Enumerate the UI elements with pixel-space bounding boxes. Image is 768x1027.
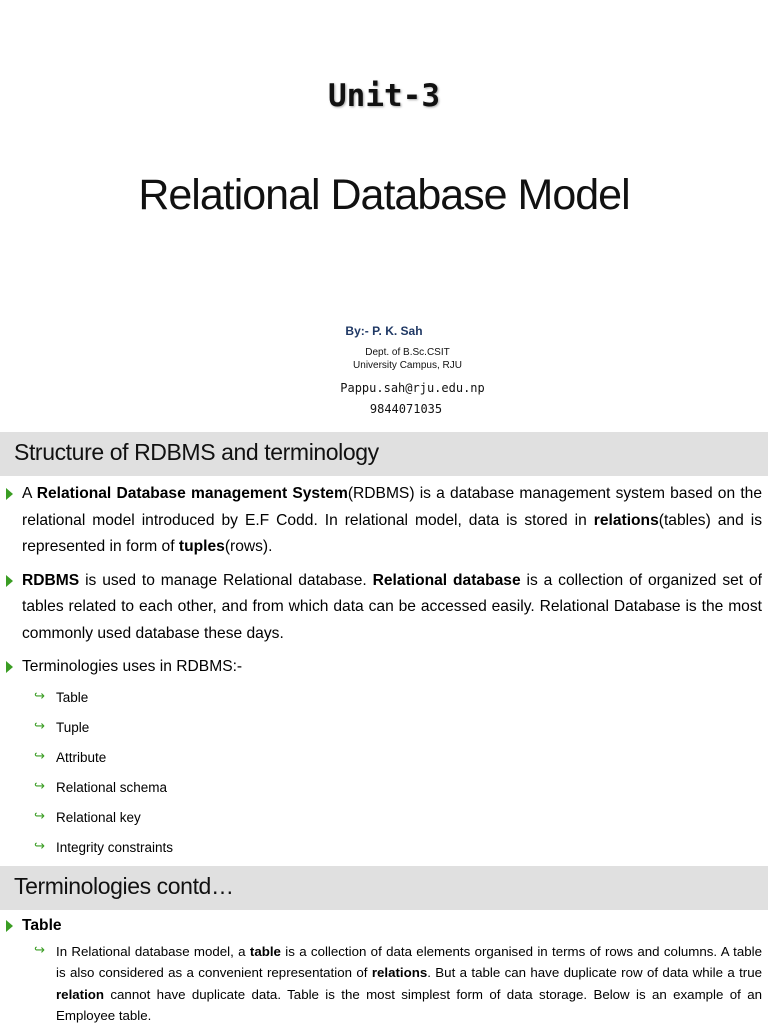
list-item bbox=[0, 713, 768, 743]
slide-header bbox=[0, 866, 768, 910]
triangle-arrow-icon bbox=[6, 575, 13, 587]
hook-arrow-icon: ↪ bbox=[34, 687, 45, 703]
text: is a collection of organized set of tables related to each other, and from which data can be accessed easily. Relational Database is the most commonly used database these days. bbox=[22, 571, 763, 642]
table-description bbox=[0, 941, 768, 1027]
text: cannot have duplicate data. Table is the most simplest form of data storage. Below is an example of an Employee table. bbox=[56, 986, 762, 1023]
page-title: Relational Database Model bbox=[138, 171, 630, 219]
text: In Relational database model, a bbox=[56, 943, 250, 959]
text: is a collection of data elements organised in terms of rows and columns. A table is also considered as a convenient representation of bbox=[56, 943, 762, 980]
hook-arrow-icon: ↪ bbox=[34, 747, 45, 763]
list-item bbox=[0, 743, 768, 773]
term-label: Relational schema bbox=[56, 779, 168, 795]
hook-arrow-icon: ↪ bbox=[34, 837, 45, 853]
hook-arrow-icon: ↪ bbox=[34, 777, 45, 793]
email: Pappu.sah@rju.edu.np bbox=[340, 381, 485, 395]
slide-terminologies-contd bbox=[0, 866, 768, 1024]
list-item bbox=[0, 803, 768, 833]
hook-arrow-icon: ↪ bbox=[34, 717, 45, 733]
list-item bbox=[0, 833, 768, 863]
hook-arrow-icon: ↪ bbox=[34, 941, 45, 957]
slide-structure-rdbms bbox=[0, 432, 768, 866]
bullet-rdbms-definition bbox=[0, 481, 768, 561]
list-item bbox=[0, 683, 768, 713]
term-label: Relational key bbox=[56, 809, 141, 825]
triangle-arrow-icon bbox=[6, 661, 13, 673]
unit-label: Unit-3 bbox=[328, 78, 440, 114]
bold-text: Table bbox=[22, 917, 62, 934]
title-slide bbox=[0, 0, 768, 432]
author-name: By:- P. K. Sah bbox=[345, 324, 423, 338]
bullet-rdbms-usage bbox=[0, 568, 768, 648]
department: Dept. of B.Sc.CSIT bbox=[365, 347, 450, 358]
bold-text: relation bbox=[56, 986, 105, 1002]
text: . But a table can have duplicate row of data while a true bbox=[427, 965, 763, 980]
term-label: Table bbox=[56, 689, 89, 705]
term-label: Integrity constraints bbox=[56, 839, 174, 855]
bullet-list bbox=[0, 481, 768, 863]
bullet-terminologies bbox=[0, 654, 768, 681]
bullet-list bbox=[0, 913, 768, 1027]
text: is used to manage Relational database. bbox=[79, 571, 373, 589]
hook-arrow-icon: ↪ bbox=[34, 807, 45, 823]
phone: 9844071035 bbox=[369, 402, 443, 416]
text: A bbox=[22, 485, 37, 502]
bold-text: Relational database bbox=[372, 571, 521, 589]
slide-header bbox=[0, 432, 768, 476]
slide-heading: Structure of RDBMS and terminology bbox=[14, 439, 379, 465]
bold-text: tuples bbox=[178, 538, 225, 555]
bold-text: table bbox=[249, 943, 281, 959]
bold-text: relations bbox=[371, 965, 428, 980]
text: (tables) and is represented in form of bbox=[22, 511, 762, 555]
triangle-arrow-icon bbox=[6, 488, 13, 500]
terms-list bbox=[0, 683, 768, 863]
text: (rows). bbox=[224, 538, 273, 555]
campus: University Campus, RJU bbox=[353, 360, 462, 371]
bullet-table bbox=[0, 913, 768, 940]
term-label: Attribute bbox=[56, 749, 107, 765]
list-item bbox=[0, 773, 768, 803]
term-label: Tuple bbox=[56, 719, 90, 735]
slide-heading: Terminologies contd… bbox=[14, 873, 234, 899]
bold-text: RDBMS bbox=[22, 571, 80, 589]
bold-text: Relational Database management System bbox=[36, 485, 348, 502]
triangle-arrow-icon bbox=[6, 920, 13, 932]
text: Terminologies uses in RDBMS:- bbox=[22, 658, 243, 675]
bold-text: relations bbox=[593, 511, 659, 529]
text: (RDBMS) is a database management system based on the relational model introduced by E.F Codd. In relational model, data is stored in bbox=[22, 485, 763, 529]
